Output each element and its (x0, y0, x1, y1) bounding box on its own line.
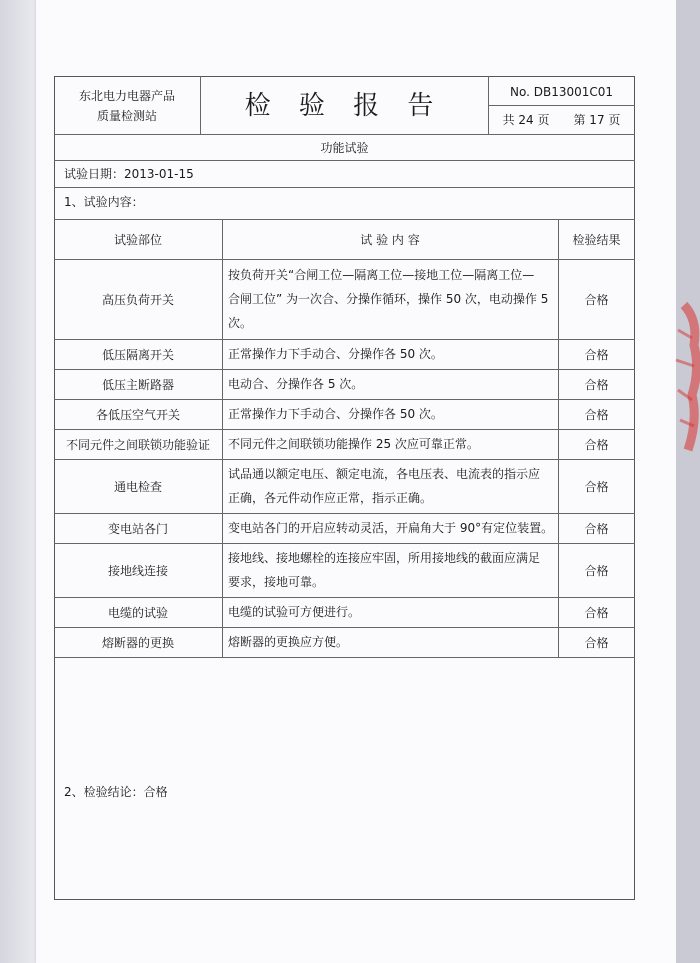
table-cell-content (222, 627, 558, 657)
table-cell-content (222, 259, 558, 339)
content-line: 正常操作力下手动合、分操作各 50 次。 (228, 407, 443, 421)
table-cell-part: 低压隔离开关 (101, 347, 174, 362)
table-cell-part: 低压主断路器 (101, 377, 174, 392)
table-cell-content (222, 429, 558, 459)
table-row-line (54, 657, 635, 658)
content-line: 按负荷开关“合闸工位—隔离工位—接地工位—隔离工位— (228, 268, 535, 282)
org-name (54, 86, 200, 126)
section-title-line (54, 160, 635, 161)
content-line: 电缆的试验可方便进行。 (228, 605, 361, 619)
content-line: 电动合、分操作各 5 次。 (228, 377, 364, 391)
content-line: 接地线、接地螺栓的连接应牢固，所用接地线的截面应满足 (228, 551, 541, 565)
table-cell-result: 合格 (584, 479, 609, 494)
content-line: 正常操作力下手动合、分操作各 50 次。 (228, 347, 443, 361)
table-header-part: 试验部位 (113, 232, 162, 247)
table-cell-part: 接地线连接 (107, 563, 168, 578)
table-cell-part: 通电检查 (113, 479, 162, 494)
content-line: 试品通以额定电压、额定电流，各电压表、电流表的指示应 (228, 467, 541, 481)
content-line: 次。 (228, 316, 253, 330)
table-cell-part: 高压负荷开关 (101, 292, 174, 307)
table-cell-content (222, 543, 558, 597)
table-cell-result: 合格 (584, 605, 609, 620)
test-date-line (54, 187, 635, 188)
section-title: 功能试验 (320, 141, 369, 155)
table-cell-content (222, 399, 558, 429)
report-number: No. DB13001C01 (509, 85, 614, 99)
header-bottom-line (54, 134, 635, 135)
table-cell-result: 合格 (584, 377, 609, 392)
table-cell-result: 合格 (584, 635, 609, 650)
content-line: 合闸工位” 为一次合、分操作循环，操作 50 次，电动操作 5 (228, 292, 549, 306)
org-line-1: 东北电力电器产品 (78, 89, 175, 103)
content-line: 熔断器的更换应方便。 (228, 635, 349, 649)
table-cell-content (222, 369, 558, 399)
scan-right-margin (676, 0, 700, 963)
table-cell-content (222, 597, 558, 627)
table-cell-result: 合格 (584, 437, 609, 452)
table-cell-part: 熔断器的更换 (101, 635, 174, 650)
table-cell-content (222, 339, 558, 369)
test-date: 试验日期：2013-01-15 (64, 167, 194, 181)
table-header-result: 检验结果 (572, 232, 621, 247)
content-line: 不同元件之间联锁功能操作 25 次应可靠正常。 (228, 437, 479, 451)
content-line: 正确，各元件动作应正常，指示正确。 (228, 491, 433, 505)
table-header-content: 试 验 内 容 (360, 232, 420, 247)
table-cell-result: 合格 (584, 347, 609, 362)
table-cell-result: 合格 (584, 407, 609, 422)
content-line: 变电站各门的开启应转动灵活，开扁角大于 90°有定位装置。 (228, 521, 554, 535)
table-cell-part: 各低压空气开关 (95, 407, 180, 422)
content-line: 要求，接地可靠。 (228, 575, 325, 589)
scan-left-margin (0, 0, 36, 963)
red-seal-stamp (664, 300, 700, 460)
table-cell-part: 不同元件之间联锁功能验证 (65, 437, 210, 452)
org-line-2: 质量检测站 (96, 109, 157, 123)
page-info: 共 24 页 第 17 页 (502, 113, 621, 127)
table-cell-result: 合格 (584, 292, 609, 307)
content-heading: 1、试验内容： (64, 195, 144, 209)
table-cell-part: 变电站各门 (107, 521, 168, 536)
table-cell-result: 合格 (584, 521, 609, 536)
header-split-line (488, 105, 635, 106)
table-cell-part: 电缆的试验 (107, 605, 168, 620)
report-title: 检 验 报 告 (244, 91, 444, 121)
table-cell-content (222, 459, 558, 513)
table-cell-content (222, 513, 558, 543)
table-cell-result: 合格 (584, 563, 609, 578)
conclusion: 2、检验结论：合格 (64, 785, 168, 799)
